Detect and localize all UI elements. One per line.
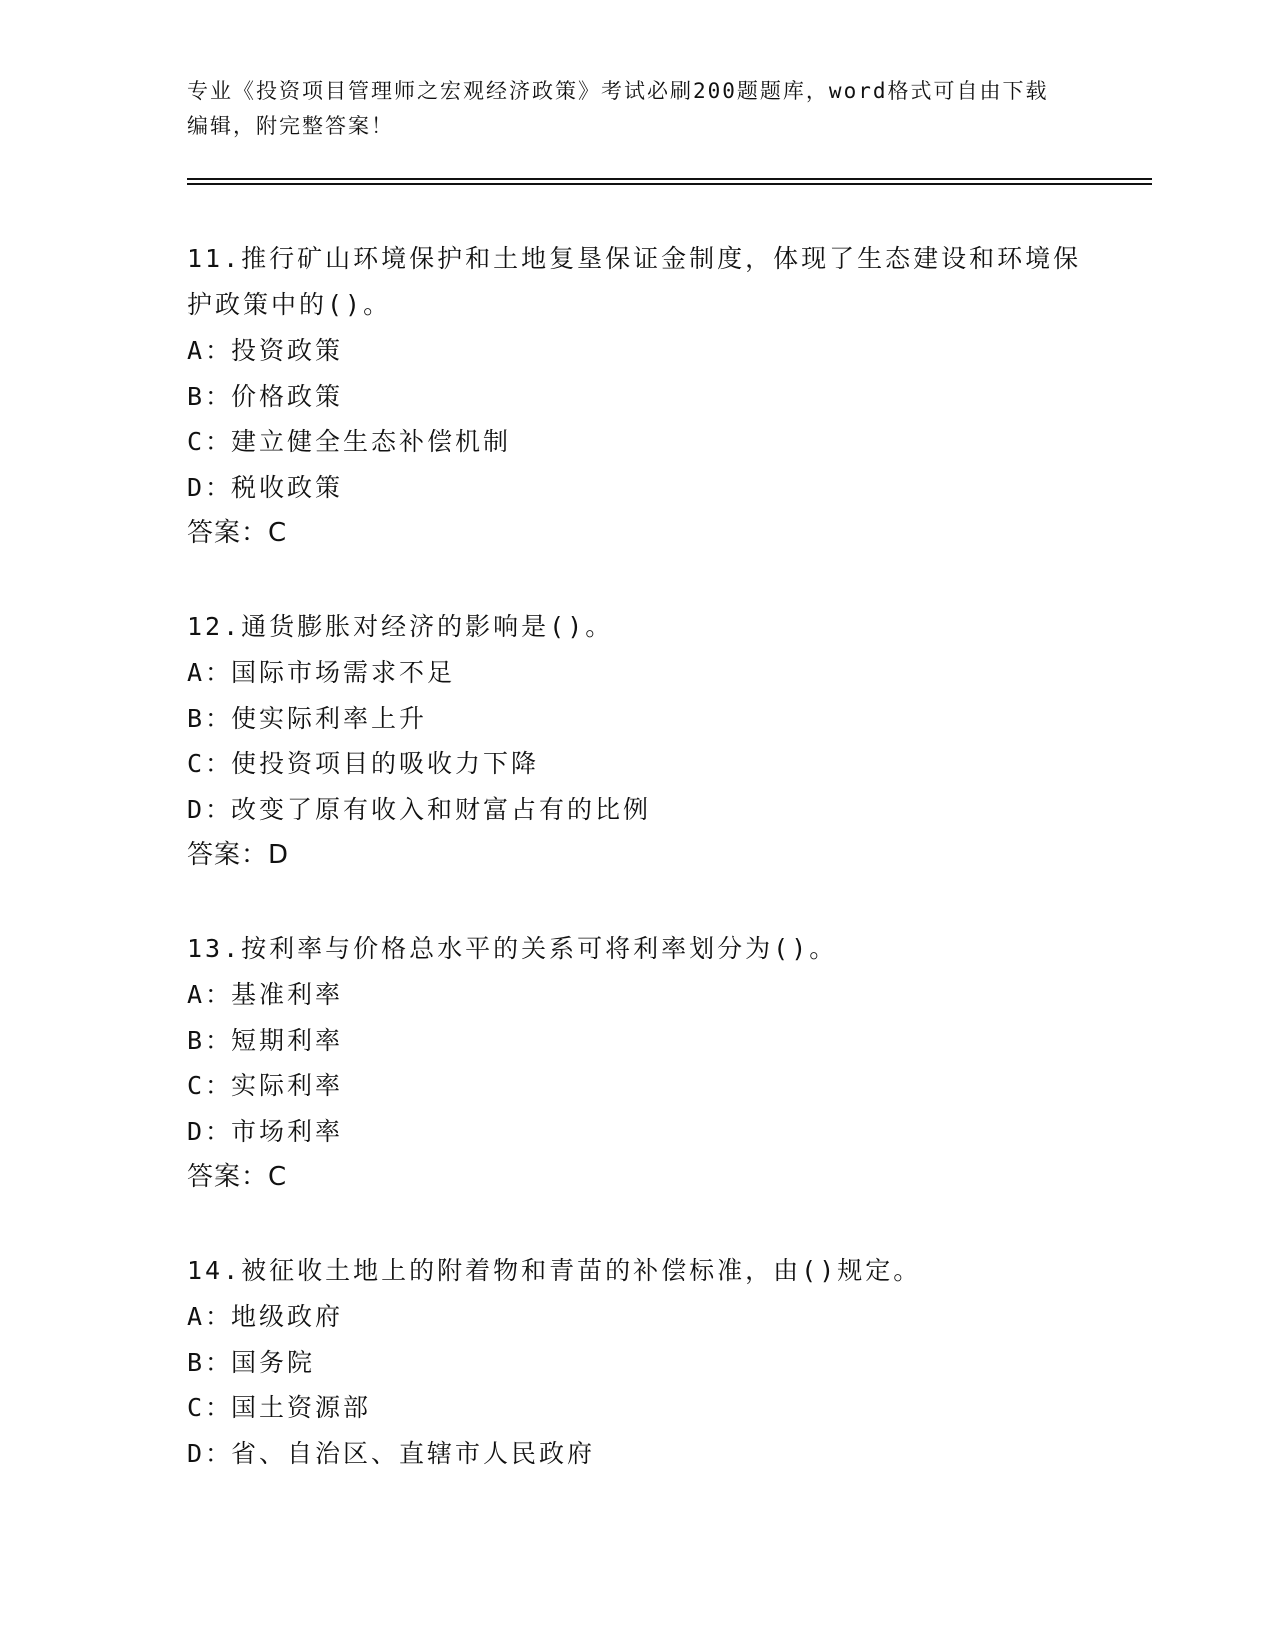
option-text: 省、自治区、直辖市人民政府 <box>231 1438 596 1468</box>
option-a <box>187 1294 1087 1340</box>
option-a <box>187 650 1087 696</box>
answer: 答案：C <box>187 1162 288 1192</box>
option-key: B： <box>187 703 234 733</box>
option-text: 国土资源部 <box>231 1393 372 1422</box>
option-key: A： <box>187 980 234 1009</box>
question-stem: 14.被征收土地上的附着物和青苗的补偿标准，由()规定。 <box>187 1256 922 1285</box>
option-text: 基准利率 <box>231 980 344 1009</box>
option-text: 国际市场需求不足 <box>231 658 456 687</box>
option-key: D： <box>187 794 234 824</box>
header-divider-top <box>187 178 1152 180</box>
option-d <box>187 1109 1087 1155</box>
option-key: B： <box>187 1025 234 1055</box>
option-b <box>187 696 1087 742</box>
option-text: 市场利率 <box>231 1116 344 1146</box>
option-c <box>187 741 1087 787</box>
option-d <box>187 787 1087 833</box>
question-13 <box>187 926 1087 1200</box>
option-text: 短期利率 <box>231 1025 344 1055</box>
option-key: A： <box>187 336 234 365</box>
document-header: 专业《投资项目管理师之宏观经济政策》考试必刷200题题库，word格式可自由下载编辑，附完整答案！ <box>187 79 1049 138</box>
option-c <box>187 419 1087 465</box>
option-text: 实际利率 <box>231 1071 344 1100</box>
question-11 <box>187 236 1087 556</box>
option-key: B： <box>187 381 234 411</box>
option-b <box>187 374 1087 420</box>
option-text: 改变了原有收入和财富占有的比例 <box>231 794 652 824</box>
option-b <box>187 1018 1087 1064</box>
question-stem: 12.通货膨胀对经济的影响是()。 <box>187 612 614 641</box>
option-key: C： <box>187 427 234 456</box>
option-text: 地级政府 <box>231 1302 344 1331</box>
question-12 <box>187 604 1087 878</box>
option-a <box>187 328 1087 374</box>
option-key: A： <box>187 1302 234 1331</box>
answer: 答案：C <box>187 518 288 548</box>
question-list <box>187 236 1087 1524</box>
option-text: 投资政策 <box>231 336 344 365</box>
option-a <box>187 972 1087 1018</box>
option-key: C： <box>187 749 234 778</box>
option-key: D： <box>187 1438 234 1468</box>
header-divider-bottom <box>187 183 1152 185</box>
option-c <box>187 1385 1087 1431</box>
option-key: B： <box>187 1347 234 1377</box>
question-stem: 11.推行矿山环境保护和土地复垦保证金制度，体现了生态建设和环境保护政策中的()。 <box>187 244 1082 319</box>
question-14 <box>187 1248 1087 1476</box>
option-text: 税收政策 <box>231 472 344 502</box>
option-key: D： <box>187 472 234 502</box>
option-key: C： <box>187 1071 234 1100</box>
option-key: C： <box>187 1393 234 1422</box>
option-text: 建立健全生态补偿机制 <box>231 427 512 456</box>
option-d <box>187 1431 1087 1477</box>
option-key: D： <box>187 1116 234 1146</box>
option-c <box>187 1063 1087 1109</box>
option-b <box>187 1340 1087 1386</box>
option-text: 价格政策 <box>231 381 344 411</box>
option-d <box>187 465 1087 511</box>
question-stem: 13.按利率与价格总水平的关系可将利率划分为()。 <box>187 934 838 963</box>
option-key: A： <box>187 658 234 687</box>
answer: 答案：D <box>187 840 290 870</box>
option-text: 使实际利率上升 <box>231 703 428 733</box>
option-text: 国务院 <box>231 1347 316 1377</box>
option-text: 使投资项目的吸收力下降 <box>231 749 540 778</box>
